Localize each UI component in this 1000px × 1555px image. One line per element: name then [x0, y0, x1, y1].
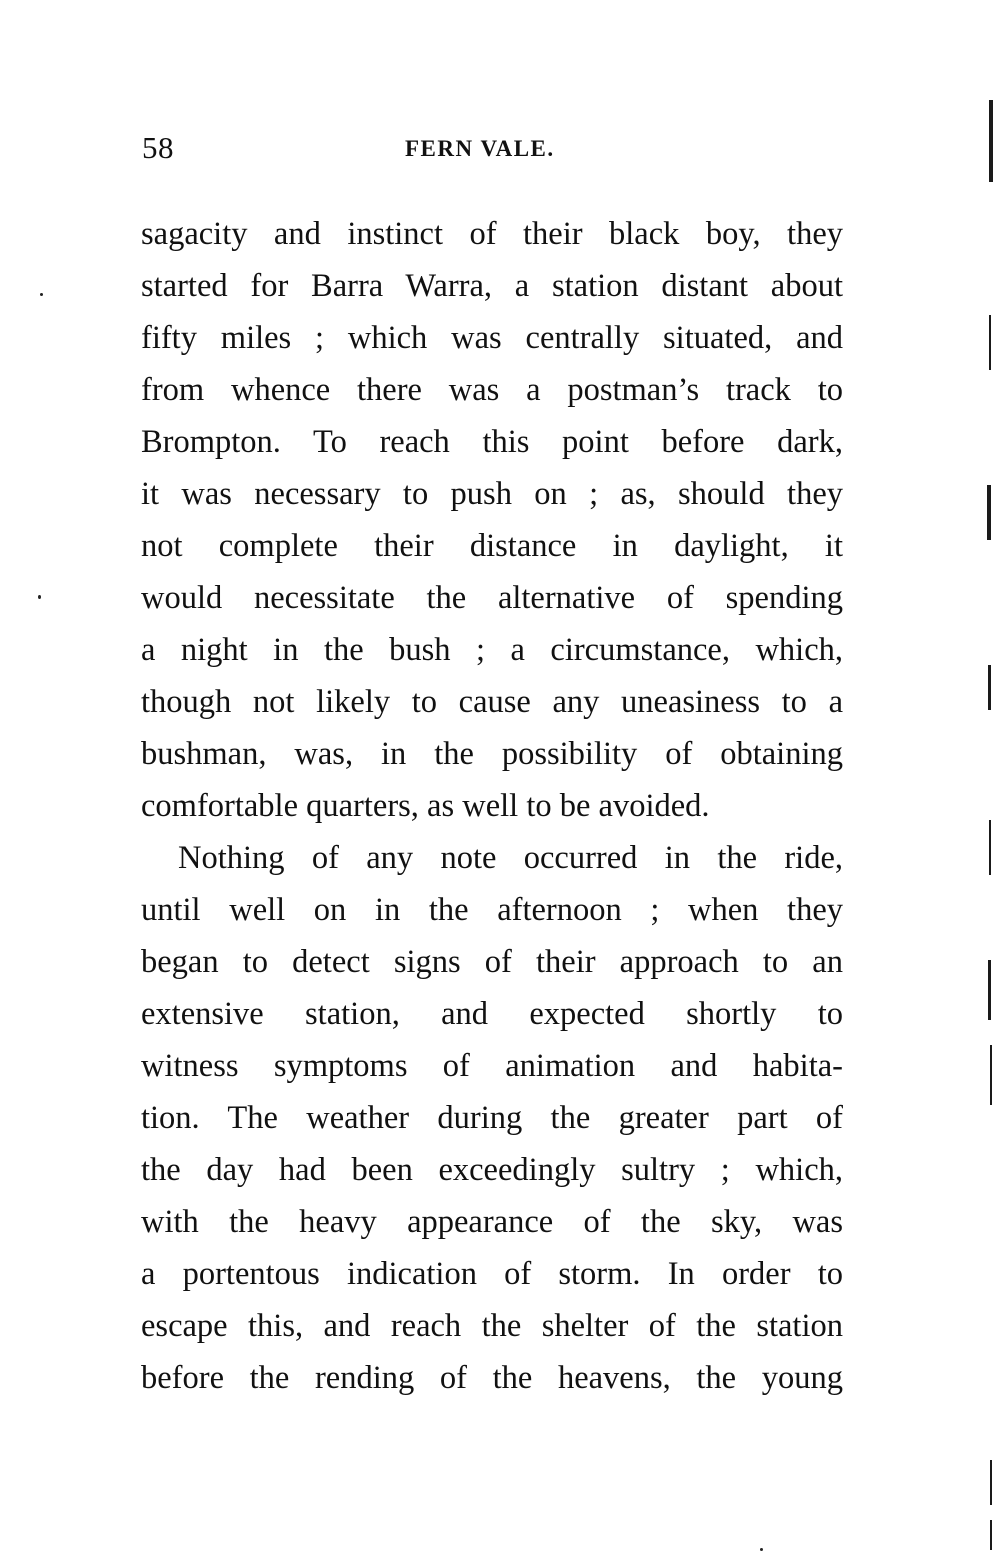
text-line: started for Barra Warra, a station distant about [141, 268, 843, 304]
scan-speck [40, 293, 43, 296]
text-line: though not likely to cause any uneasiness to a [141, 684, 843, 720]
text-line: tion. The weather during the greater part of [141, 1100, 843, 1136]
text-line: a portentous indication of storm. In order to [141, 1256, 843, 1292]
gutter-shadow-mark [989, 315, 991, 370]
gutter-shadow-mark [987, 485, 991, 540]
text-line: escape this, and reach the shelter of the station [141, 1308, 843, 1344]
text-line: with the heavy appearance of the sky, was [141, 1204, 843, 1240]
text-line: not complete their distance in daylight, it [141, 528, 843, 564]
text-line: from whence there was a postman’s track to [141, 372, 843, 408]
text-line: the day had been exceedingly sultry ; which, [141, 1152, 843, 1188]
text-line: Brompton. To reach this point before dark, [141, 424, 843, 460]
text-line: sagacity and instinct of their black boy, they [141, 216, 843, 252]
text-line: until well on in the afternoon ; when they [141, 892, 843, 928]
text-line: fifty miles ; which was centrally situated, and [141, 320, 843, 356]
gutter-shadow-mark [990, 1460, 992, 1505]
gutter-shadow-mark [988, 665, 991, 710]
text-line: witness symptoms of animation and habita- [141, 1048, 843, 1084]
gutter-shadow-mark [989, 100, 993, 182]
page-number: 58 [142, 130, 174, 165]
text-line: a night in the bush ; a circumstance, which, [141, 632, 843, 668]
gutter-shadow-mark [989, 820, 991, 875]
text-line: extensive station, and expected shortly to [141, 996, 843, 1032]
text-line: it was necessary to push on ; as, should they [141, 476, 843, 512]
running-head: FERN VALE. [405, 136, 555, 161]
text-line: began to detect signs of their approach to an [141, 944, 843, 980]
text-line: bushman, was, in the possibility of obtaining [141, 736, 843, 772]
gutter-shadow-mark [988, 960, 991, 1020]
gutter-shadow-mark [990, 1520, 992, 1550]
text-line: before the rending of the heavens, the young [141, 1360, 843, 1396]
scan-speck [38, 595, 41, 599]
gutter-shadow-mark [990, 1045, 992, 1105]
scan-speck [760, 1548, 763, 1551]
text-line: would necessitate the alternative of spending [141, 580, 843, 616]
paragraph-last-line: comfortable quarters, as well to be avoided. [141, 788, 710, 824]
paragraph-first-line: Nothing of any note occurred in the ride, [178, 840, 843, 876]
